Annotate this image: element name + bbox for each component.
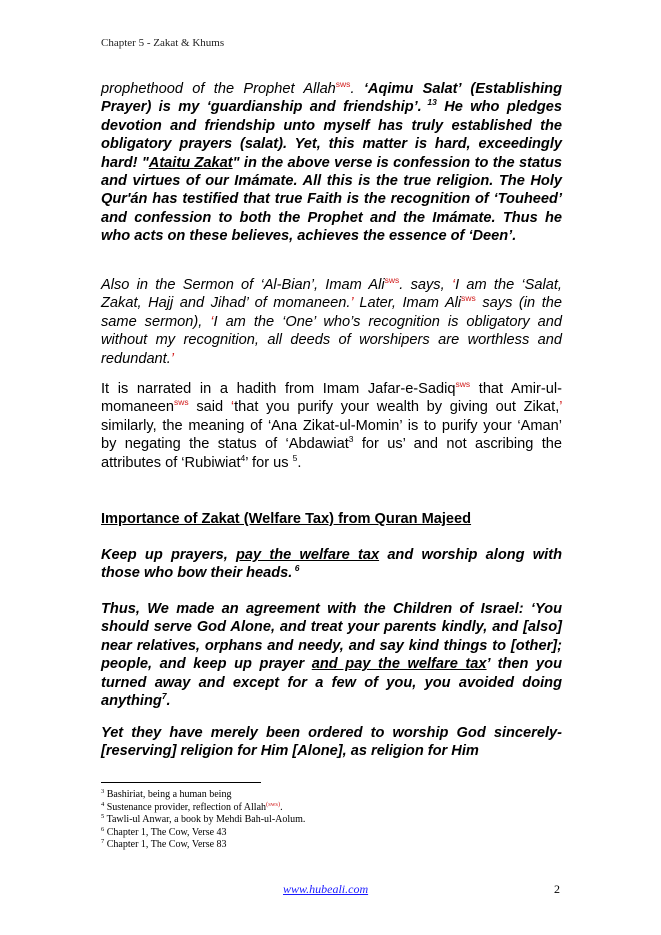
p3-text: that you purify your wealth by giving out Zikat, xyxy=(234,399,560,416)
footnotes xyxy=(101,789,305,852)
footnote-text: Sustenance provider, reflection of Allah xyxy=(104,801,267,813)
p1-bold-text: He who pledges devotion and friendship unto myself has truly established the obligatory prayers (salat). Yet, this matter is hard, exceedingly hard! " xyxy=(101,99,562,171)
quote-text: . xyxy=(166,693,171,710)
red-quote: ‘ xyxy=(451,277,456,293)
sws-sup: sws xyxy=(335,79,351,89)
quote-text: Yet they have merely been ordered to worship God sincerely-[reserving] religion for Him [Alone], as religion for Him xyxy=(101,725,562,760)
p1-text: . xyxy=(350,81,364,97)
quote-text: Thus, We made an agreement with the Children of Israel: ‘You should serve God Alone, and treat your parents kindly, and [also] near relatives, orphans and needy, and say kind things to [other]; people, and keep up prayer xyxy=(101,601,562,673)
quote-text: ’ then you turned away and except for a few of you, you avoided doing anything xyxy=(101,656,562,710)
p3-text: similarly, the meaning of ‘Ana Zikat-ul-Momin’ is to purify your ‘Aman’ by negating the status of ‘Abdawiat xyxy=(101,417,562,453)
footnote-num: 4 xyxy=(101,800,105,808)
paragraph-1 xyxy=(101,80,562,246)
section-heading xyxy=(101,510,562,528)
footnote-separator xyxy=(101,782,261,783)
footnote-sws-sup: (sws) xyxy=(266,800,281,808)
footnote-num: 6 xyxy=(101,825,105,833)
quran-quote-1 xyxy=(101,546,562,583)
footnote-ref-13: 13 xyxy=(421,97,437,108)
red-quote: ’ xyxy=(170,350,175,367)
p2-text: . says, xyxy=(399,277,452,293)
p2-text: I am the ‘One’ who’s recognition is obligatory and without my recognition, all deeds of worshipers are worthless and redundant. xyxy=(101,313,562,367)
sws-sup: sws xyxy=(384,275,400,285)
p2-text: says (in the same sermon), xyxy=(101,295,562,330)
quote-underline: and pay the welfare tax xyxy=(311,656,487,673)
footnote-text: Bashiriat, being a human being xyxy=(104,789,232,800)
p3-text: It is narrated in a hadith from Imam Jafar-e-Sadiq xyxy=(101,381,456,397)
sws-sup: sws xyxy=(174,397,189,408)
p2-text: I am the ‘Salat, Zakat, Hajj and Jihad’ of momaneen. xyxy=(101,277,562,312)
footnote-ref-4: 4 xyxy=(240,452,246,463)
footnote-7 xyxy=(101,839,305,852)
paragraph-2 xyxy=(101,276,562,368)
footnote-ref-7: 7 xyxy=(161,691,167,702)
quote-text: Keep up prayers, xyxy=(101,547,236,563)
footnote-num: 5 xyxy=(101,813,105,821)
footer-website-link[interactable]: www.hubeali.com xyxy=(283,882,369,896)
p2-text: Also in the Sermon of ‘Al-Bian’, Imam Ali xyxy=(101,277,385,293)
section-heading-text: Importance of Zakat (Welfare Tax) from Quran Majeed xyxy=(101,511,472,527)
footnote-text: . xyxy=(280,801,283,813)
sws-sup: sws xyxy=(461,293,476,304)
quote-underline: pay the welfare tax xyxy=(235,547,380,563)
quote-text: and worship along with those who bow their heads. xyxy=(101,547,562,582)
running-head: Chapter 5 - Zakat & Khums xyxy=(101,37,225,49)
footnote-num: 7 xyxy=(101,838,105,846)
footnote-4 xyxy=(101,802,305,815)
page-number: 2 xyxy=(554,882,560,896)
red-quote: ‘ xyxy=(210,313,214,330)
p2-text: Later, Imam Ali xyxy=(352,295,462,312)
red-quote: ’ xyxy=(559,399,562,416)
sws-sup: sws xyxy=(455,379,471,389)
p1-bold-text: ‘Aqimu Salat’ (Establishing Prayer) is my ‘guardianship and friendship’. xyxy=(101,81,562,116)
footnote-6 xyxy=(101,827,305,840)
quran-quote-3 xyxy=(101,724,562,761)
footnote-text: Chapter 1, The Cow, Verse 83 xyxy=(104,839,227,851)
p3-text: ’ for us xyxy=(245,454,293,471)
footnote-ref-5: 5 xyxy=(292,452,298,463)
p1-text: prophethood of the Prophet Allah xyxy=(101,81,336,97)
footnote-text: Chapter 1, The Cow, Verse 43 xyxy=(104,826,227,838)
red-quote: ’ xyxy=(350,295,353,312)
footnote-ref-6: 6 xyxy=(292,563,300,574)
quran-quote-2 xyxy=(101,600,562,710)
paragraph-3 xyxy=(101,380,562,472)
p3-text: that Amir-ul-momaneen xyxy=(101,381,562,416)
footnote-5 xyxy=(101,814,305,827)
p3-text: for us’ and not ascribing the attributes of ‘Rubiwiat xyxy=(101,436,562,471)
footnote-num: 3 xyxy=(101,788,105,795)
p3-text: . xyxy=(297,454,302,471)
p1-bold-text: " in the above verse is confession to the status and virtues of our Imámate. All this is the true religion. The Holy Qur'án has testified that true Faith is the recognition of ‘Touheed’ and confession to both the Prophet and the Imámate. Thus he who acts on these believes, achieves the essence of ‘Deen’. xyxy=(101,154,562,245)
ataitu-zakat-underline: Ataitu Zakat xyxy=(148,154,233,171)
footnote-ref-3: 3 xyxy=(348,434,354,445)
footnote-text: Tawli-ul Anwar, a book by Mehdi Bah-ul-Aolum. xyxy=(104,814,306,826)
red-quote: ‘ xyxy=(230,399,235,416)
p3-text: said xyxy=(188,399,231,416)
